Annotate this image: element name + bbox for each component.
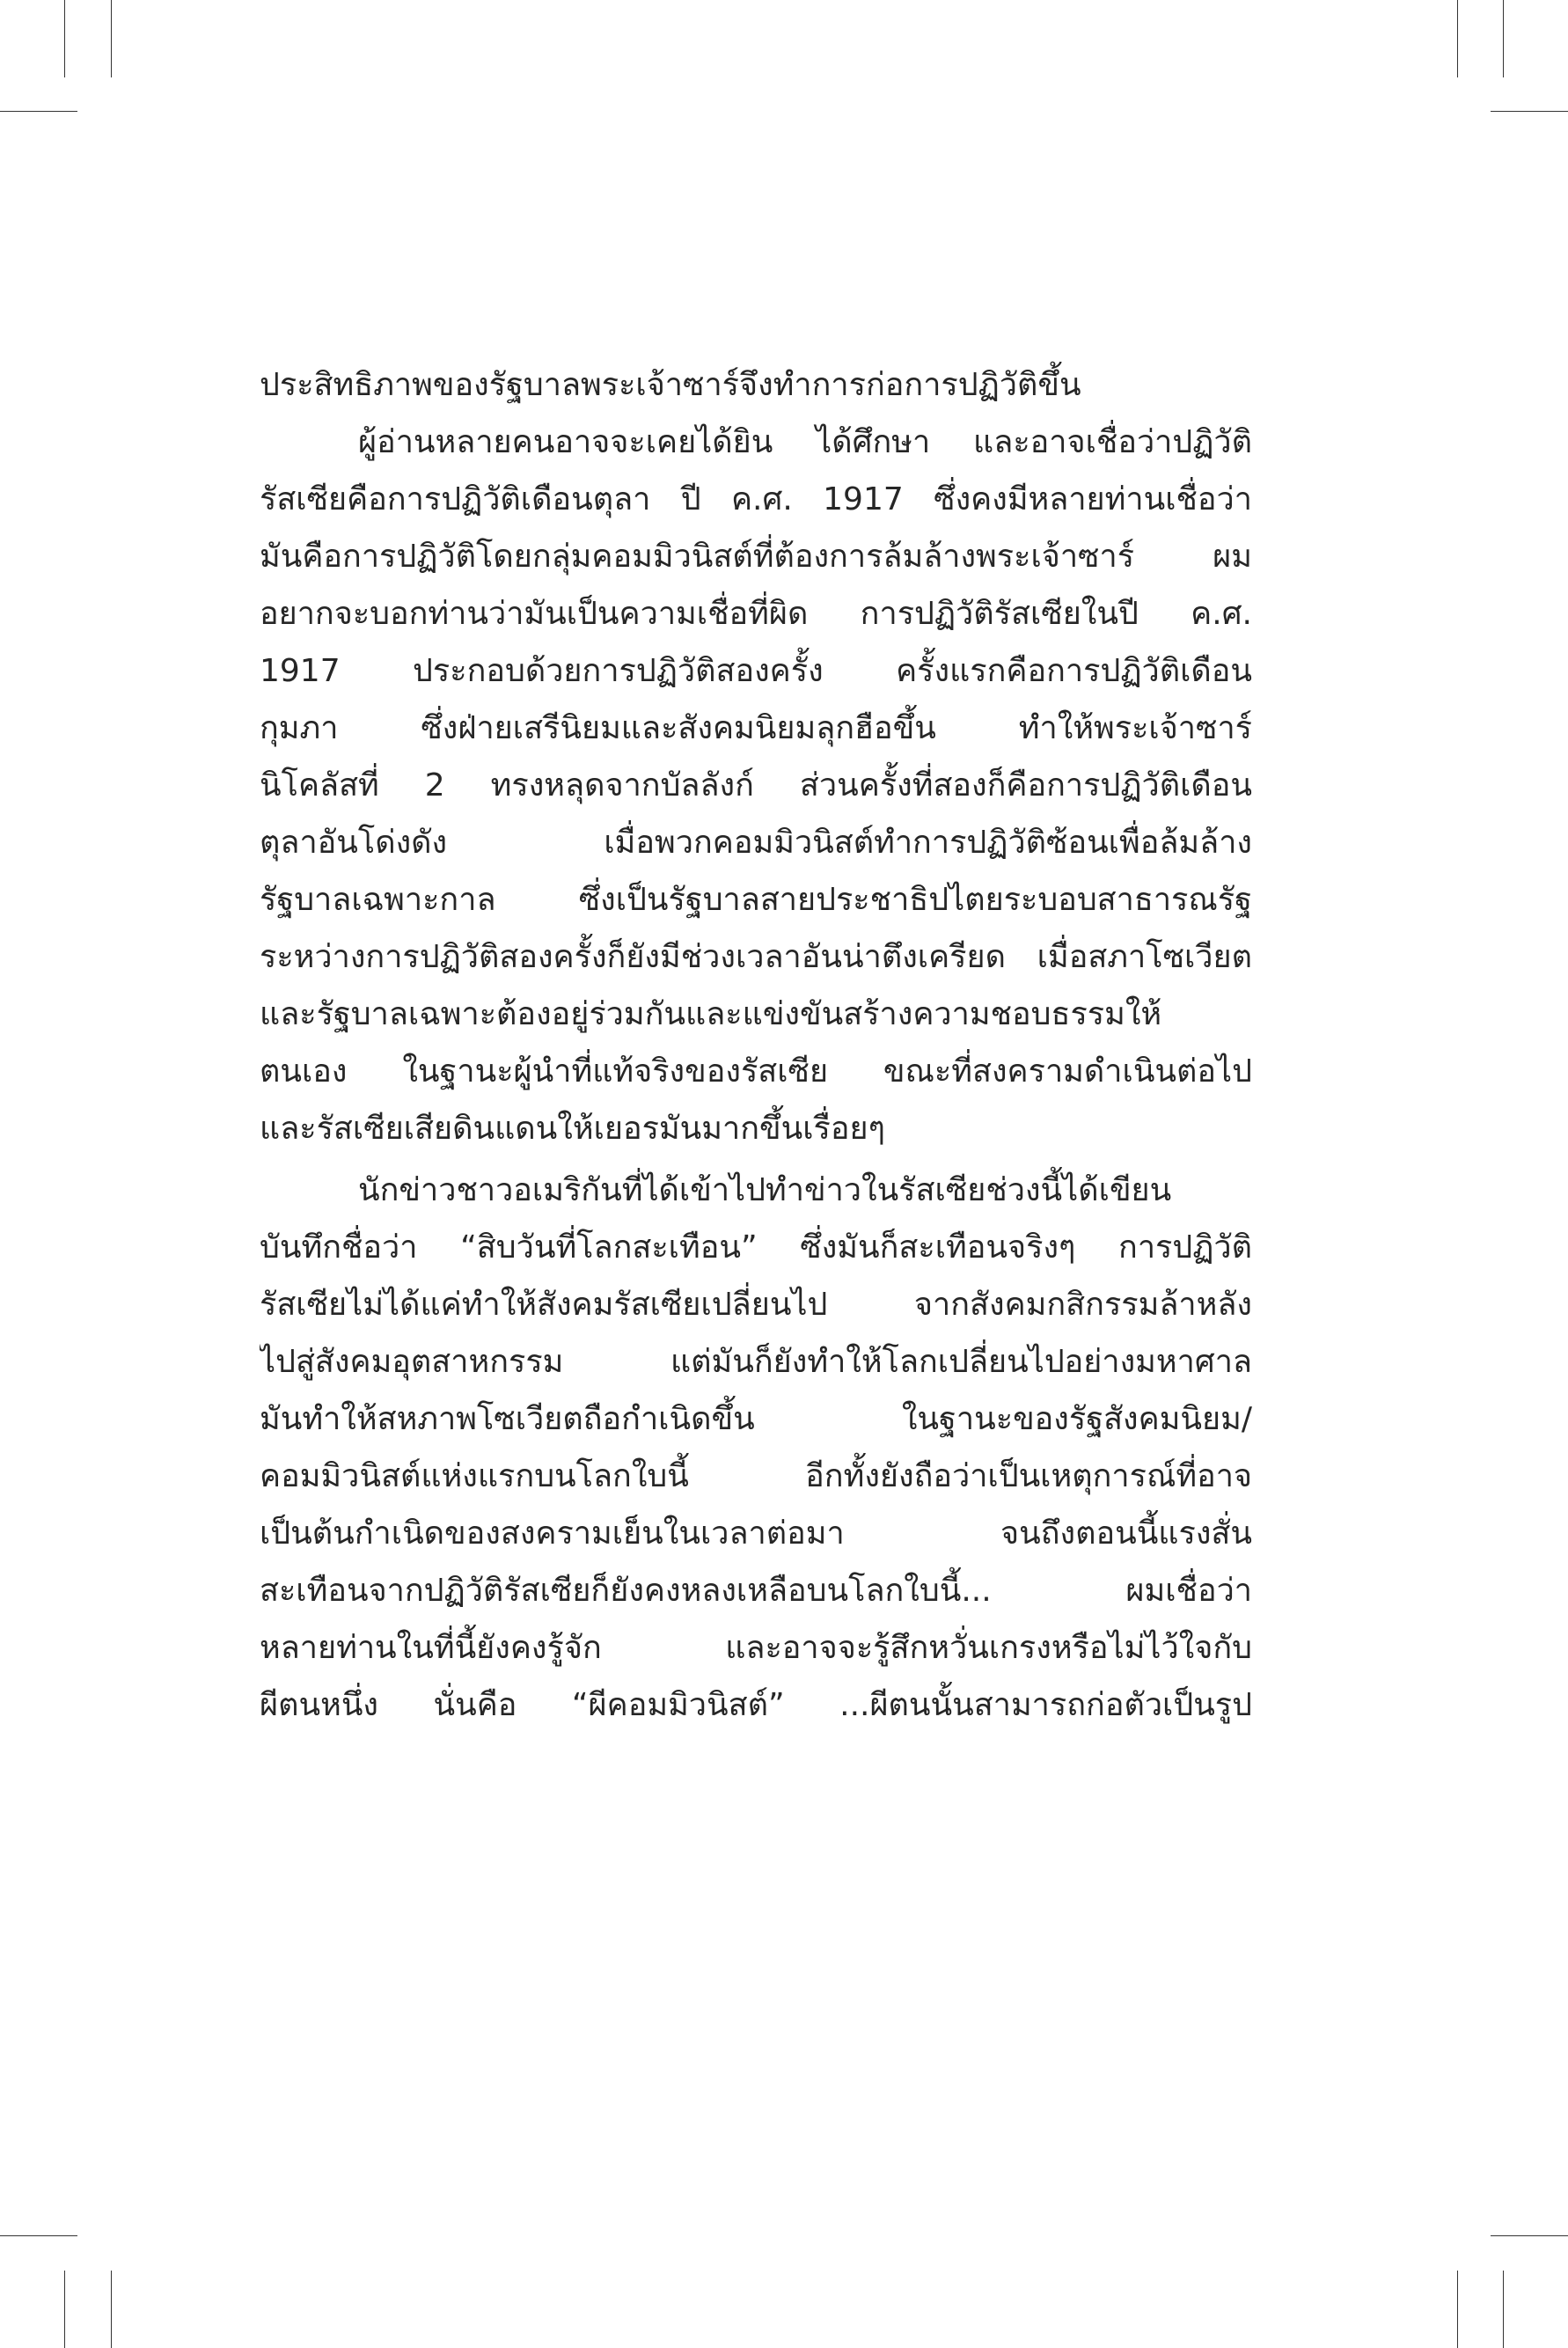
crop-mark-bottom-right-vertical-inner (1503, 2271, 1504, 2348)
text-line: เป็นต้นกำเนิดของสงครามเย็นในเวลาต่อมา จนถึงตอนนี้แรงสั่น (260, 1515, 1252, 1552)
text-line: และรัฐบาลเฉพาะต้องอยู่ร่วมกันและแข่งขันสร้างความชอบธรรมให้ (260, 996, 1162, 1032)
text-line: สะเทือนจากปฏิวัติรัสเซียก็ยังคงหลงเหลือบนโลกใบนี้... ผมเชื่อว่า (260, 1573, 1252, 1609)
text-line: นิโคลัสที่ 2 ทรงหลุดจากบัลลังก์ ส่วนครั้งที่สองก็คือการปฏิวัติเดือน (260, 767, 1252, 803)
text-line: กุมภา ซึ่งฝ่ายเสรีนิยมและสังคมนิยมลุกฮือขึ้น ทำให้พระเจ้าซาร์ (260, 710, 1252, 746)
text-line: ผู้อ่านหลายคนอาจจะเคยได้ยิน ได้ศึกษา และอาจเชื่อว่าปฏิวัติ (358, 424, 1252, 460)
text-line: มันคือการปฏิวัติโดยกลุ่มคอมมิวนิสต์ที่ต้องการล้มล้างพระเจ้าซาร์ ผม (260, 539, 1252, 575)
crop-mark-top-right-vertical (1457, 0, 1458, 77)
text-line: นักข่าวชาวอเมริกันที่ได้เข้าไปทำข่าวในรัสเซียช่วงนี้ได้เขียน (358, 1172, 1172, 1208)
paragraph-3 (260, 1162, 1252, 1734)
text-line: รัสเซียไม่ได้แค่ทำให้สังคมรัสเซียเปลี่ยนไป จากสังคมกสิกรรมล้าหลัง (260, 1287, 1252, 1323)
crop-mark-bottom-left-vertical (64, 2271, 65, 2348)
text-line: รัสเซียคือการปฏิวัติเดือนตุลา ปี ค.ศ. 1917 ซึ่งคงมีหลายท่านเชื่อว่า (260, 481, 1252, 517)
text-line: 1917 ประกอบด้วยการปฏิวัติสองครั้ง ครั้งแรกคือการปฏิวัติเดือน (260, 653, 1252, 689)
text-line: หลายท่านในที่นี้ยังคงรู้จัก และอาจจะรู้สึกหวั่นเกรงหรือไม่ไว้ใจกับ (260, 1630, 1252, 1666)
text-line: คอมมิวนิสต์แห่งแรกบนโลกใบนี้ อีกทั้งยังถือว่าเป็นเหตุการณ์ที่อาจ (260, 1458, 1252, 1494)
crop-mark-top-left-horizontal (0, 111, 77, 112)
text-line: ตนเอง ในฐานะผู้นำที่แท้จริงของรัสเซีย ขณะที่สงครามดำเนินต่อไป (260, 1053, 1252, 1090)
paragraph-1 (260, 356, 1252, 414)
crop-mark-bottom-right-horizontal (1491, 2235, 1568, 2236)
crop-mark-bottom-left-horizontal (0, 2235, 77, 2236)
page-body-text (260, 356, 1252, 1734)
crop-mark-bottom-left-vertical-inner (111, 2271, 112, 2348)
text-line: มันทำให้สหภาพโซเวียตถือกำเนิดขึ้น ในฐานะของรัฐสังคมนิยม/ (260, 1401, 1252, 1437)
text-line: ผีตนหนึ่ง นั่นคือ “ผีคอมมิวนิสต์” ...ผีตนนั้นสามารถก่อตัวเป็นรูป (260, 1687, 1252, 1723)
crop-mark-bottom-right-vertical (1457, 2271, 1458, 2348)
text-line: ไปสู่สังคมอุตสาหกรรม แต่มันก็ยังทำให้โลกเปลี่ยนไปอย่างมหาศาล (260, 1344, 1252, 1380)
text-line: ตุลาอันโด่งดัง เมื่อพวกคอมมิวนิสต์ทำการปฏิวัติซ้อนเพื่อล้มล้าง (260, 825, 1252, 861)
text-line: บันทึกชื่อว่า “สิบวันที่โลกสะเทือน” ซึ่งมันก็สะเทือนจริงๆ การปฏิวัติ (260, 1229, 1252, 1266)
crop-mark-top-left-vertical-inner (111, 0, 112, 77)
text-line: ประสิทธิภาพของรัฐบาลพระเจ้าซาร์จึงทำการก่อการปฏิวัติขึ้น (260, 367, 1081, 403)
paragraph-2 (260, 414, 1252, 1157)
crop-mark-top-right-vertical-inner (1503, 0, 1504, 77)
text-line: และรัสเซียเสียดินแดนให้เยอรมันมากขึ้นเรื่อยๆ (260, 1111, 885, 1147)
crop-mark-top-left-vertical (64, 0, 65, 77)
text-line: ระหว่างการปฏิวัติสองครั้งก็ยังมีช่วงเวลาอันน่าตึงเครียด เมื่อสภาโซเวียต (260, 939, 1252, 975)
text-line: รัฐบาลเฉพาะกาล ซึ่งเป็นรัฐบาลสายประชาธิปไตยระบอบสาธารณรัฐ (260, 882, 1252, 918)
text-line: อยากจะบอกท่านว่ามันเป็นความเชื่อที่ผิด การปฏิวัติรัสเซียในปี ค.ศ. (260, 596, 1252, 632)
crop-mark-top-right-horizontal (1491, 111, 1568, 112)
